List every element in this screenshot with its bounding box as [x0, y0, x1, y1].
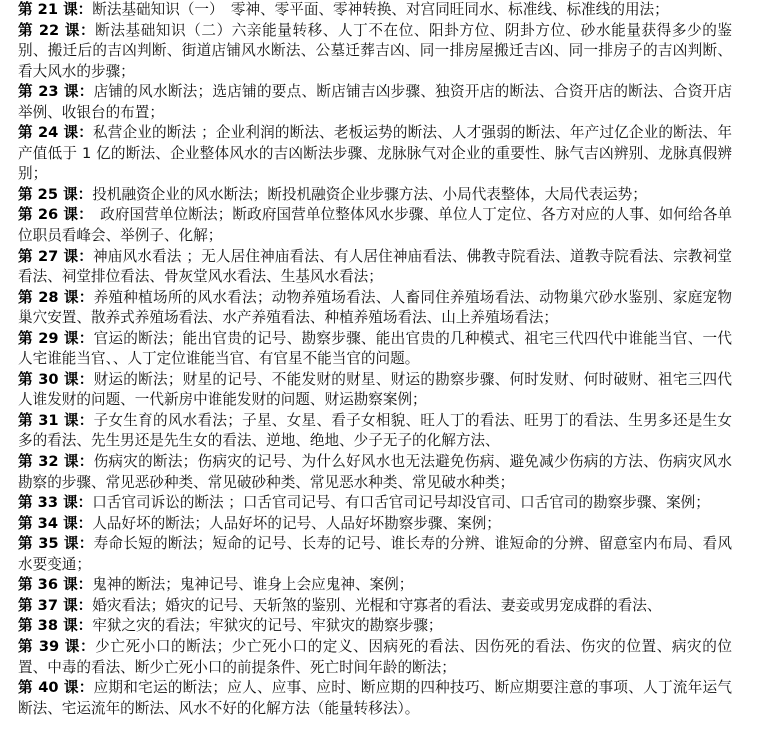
lesson-31	[18, 411, 732, 452]
lesson-text: 伤病灾的断法；伤病灾的记号、为什么好风水也无法避免伤病、避免减少伤病的方法、伤病灾风水勘察的步骤、常见恶砂种类、常见破砂种类、常见恶水种类、常见破水种类；	[18, 453, 732, 491]
lesson-40	[18, 678, 732, 719]
lesson-37	[18, 596, 732, 617]
lesson-text: 断法基础知识（一） 零神、零平面、零神转换、对宫同旺同水、标准线、标准线的用法；	[92, 1, 669, 18]
lesson-text: 养殖种植场所的风水看法；动物养殖场看法、人畜同住养殖场看法、动物巢穴砂水鉴别、家庭宠物巢穴安置、散养式养殖场看法、水产养殖看法、种植养殖场看法、山上养殖场看法；	[18, 288, 732, 327]
lesson-22	[18, 21, 732, 83]
lesson-number: 第 40 课：	[18, 679, 94, 697]
lesson-number: 第 39 课：	[18, 637, 96, 655]
lesson-number: 第 25 课：	[18, 185, 93, 203]
lesson-text: 牢狱之灾的看法；牢狱灾的记号、牢狱灾的勘察步骤；	[92, 617, 443, 635]
lesson-number: 第 24 课：	[18, 124, 94, 142]
lesson-text: 官运的断法；能出官贵的记号、勘察步骤、能出官贵的几种模式、祖宅三代四代中谁能当官、一代人宅谁能当官、、人丁定位谁能当官、有官星不能当官的问题。	[18, 329, 732, 368]
lesson-number: 第 30 课：	[18, 370, 94, 388]
lesson-number: 第 28 课：	[18, 288, 94, 306]
lesson-28	[18, 288, 732, 329]
lesson-34	[18, 514, 732, 535]
lesson-number: 第 29 课：	[18, 329, 94, 347]
lesson-text: 少亡死小口的断法；少亡死小口的定义、因病死的看法、因伤死的看法、伤灾的位置、病灾的位置、中毒的看法、断少亡死小口的前提条件、死亡时间年龄的断法；	[18, 637, 732, 676]
lesson-35	[18, 534, 732, 575]
lesson-text: 私营企业的断法 ；企业利润的断法、老板运势的断法、人才强弱的断法、年产过亿企业的断法、年产值低于 1 亿的断法、企业整体风水的吉凶断法步骤、龙脉脉气对企业的重要性、脉气吉凶辨别、龙脉真假辨别；	[18, 124, 732, 183]
lesson-30	[18, 370, 732, 411]
lesson-text: 鬼神的断法；鬼神记号、谁身上会应鬼神、案例；	[92, 576, 414, 594]
lesson-number: 第 36 课：	[18, 576, 93, 594]
lesson-23	[18, 82, 732, 123]
lesson-number: 第 31 课：	[18, 411, 94, 429]
lesson-27	[18, 247, 732, 288]
lesson-text: 投机融资企业的风水断法；断投机融资企业步骤方法、小局代表整体，大局代表运势；	[92, 185, 647, 203]
lesson-24	[18, 123, 732, 185]
lesson-29	[18, 329, 732, 370]
lesson-number: 第 34 课：	[18, 514, 93, 532]
lesson-number: 第 22 课：	[18, 21, 96, 39]
lesson-number: 第 27 课：	[18, 247, 94, 265]
lesson-number: 第 23 课：	[18, 83, 94, 101]
lesson-36	[18, 575, 732, 596]
lesson-text: 神庙风水看法 ；无人居住神庙看法、有人居住神庙看法、佛教寺院看法、道教寺院看法、宗教祠堂看法、祠堂排位看法、骨灰堂风水看法、生基风水看法；	[18, 247, 732, 286]
lesson-text: 婚灾看法；婚灾的记号、天斩煞的鉴别、光棍和守寡者的看法、妻妾或男宠成群的看法、	[92, 596, 662, 614]
lesson-text: 子女生育的风水看法；子星、女星、看子女相貌、旺人丁的看法、旺男丁的看法、生男多还是生女多的看法、先生男还是先生女的看法、逆地、绝地、少子无子的化解方法、	[18, 411, 732, 450]
lesson-21	[18, 0, 732, 21]
lesson-text: 财运的断法；财星的记号、不能发财的财星、财运的勘察步骤、何时发财、何时破财、祖宅三四代人谁发财的问题、一代新房中谁能发财的问题、财运勘察案例；	[18, 370, 732, 409]
lesson-39	[18, 637, 732, 678]
lesson-number: 第 26 课：	[18, 206, 86, 224]
lesson-text: 店铺的风水断法；选店铺的要点、断店铺吉凶步骤、独资开店的断法、合资开店的断法、合资开店举例、收银台的布置；	[18, 83, 732, 121]
lesson-number: 第 37 课：	[18, 596, 93, 614]
lesson-text: 人品好坏的断法；人品好坏的记号、人品好坏勘察步骤、案例；	[92, 514, 501, 532]
lesson-number: 第 21 课：	[18, 1, 93, 18]
lesson-text: 口舌官司诉讼的断法 ；口舌官司记号、有口舌官司记号却没官司、口舌官司的勘察步骤、案例；	[92, 494, 710, 512]
lesson-text: 断法基础知识（二）六亲能量转移、人丁不在位、阳卦方位、阴卦方位、砂水能量获得多少的鉴别、搬迁后的吉凶判断、街道店铺风水断法、公墓迁葬吉凶、同一排房屋搬迁吉凶、同一排房子的吉凶判断、看大风水的步骤；	[18, 21, 732, 80]
lesson-number: 第 38 课：	[18, 617, 93, 635]
lesson-number: 第 35 课：	[18, 535, 94, 553]
lesson-number: 第 33 课：	[18, 494, 93, 512]
lesson-38	[18, 616, 732, 637]
lesson-text: 寿命长短的断法；短命的记号、长寿的记号、谁长寿的分辨、谁短命的分辨、留意室内布局、看风水要变通；	[18, 535, 732, 573]
lesson-33	[18, 493, 732, 514]
lesson-text: 政府国营单位断法；断政府国营单位整体风水步骤、单位人丁定位、各方对应的人事、如何给各单位职员看峰会、举例子、化解；	[18, 206, 732, 245]
lesson-32	[18, 452, 732, 493]
lesson-26	[18, 205, 732, 246]
lesson-number: 第 32 课：	[18, 453, 94, 471]
lesson-text: 应期和宅运的断法；应人、应事、应时、断应期的四种技巧、断应期要注意的事项、人丁流年运气断法、宅运流年的断法、风水不好的化解方法（能量转移法）。	[18, 679, 732, 717]
lesson-25	[18, 185, 732, 206]
